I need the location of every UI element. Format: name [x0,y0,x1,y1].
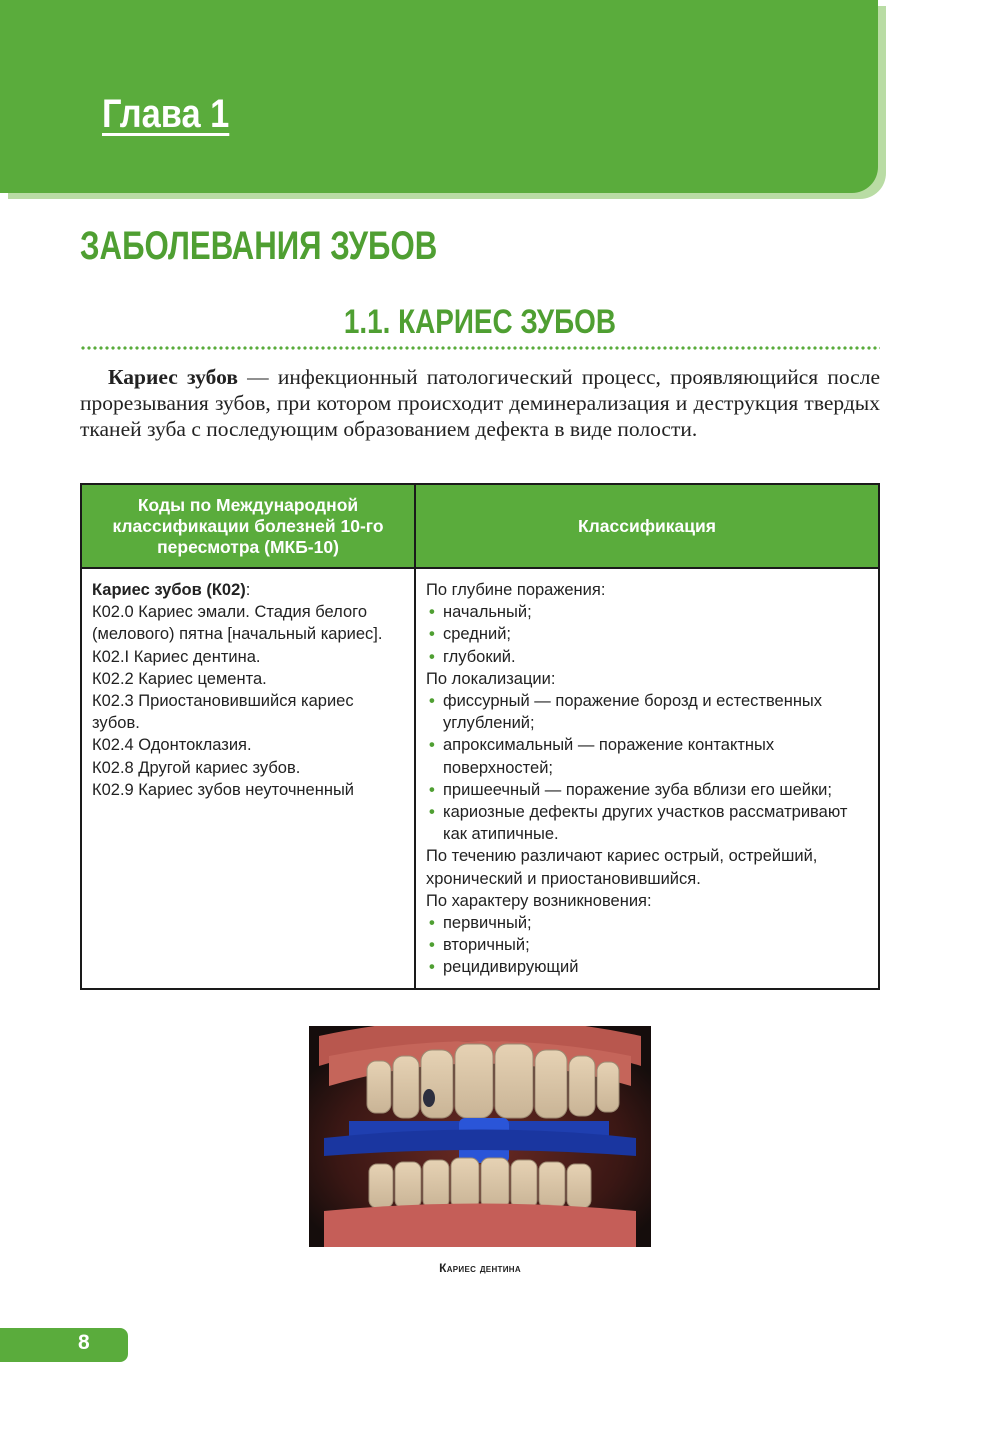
depth-item: • начальный; [426,601,868,623]
origin-item: • первичный; [426,912,868,934]
code-item: К02.2 Кариес цемента. [92,669,267,688]
origin-item: • вторичный; [426,934,868,956]
intro-paragraph [80,364,880,442]
subsection-title-wrap [0,303,960,342]
page-number: 8 [78,1331,90,1354]
header-classification: Классификация [415,484,879,568]
intro-text: — инфекционный патологический процесс, проявляющийся после прорезывания зубов, при котором происходит деминерализация и деструкция твердых тканей зуба с последующим образованием дефекта в виде полости. [80,365,880,441]
localization-item: • фиссурный — поражение борозд и естественных углублений; [426,690,868,734]
code-item: К02.3 Приостановившийся кариес зубов. [92,692,354,733]
course-text: По течению различают кариес острый, острейший, хронический и приостановившийся. [426,847,818,888]
depth-title: По глубине поражения: [426,581,606,599]
depth-item: • глубокий. [426,646,868,668]
header-codes: Коды по Международной классификации болезней 10-го пересмотра (МКБ-10) [81,484,415,568]
code-item: К02.9 Кариес зубов неуточненный [92,780,355,799]
chapter-label: Глава 1 [102,92,230,136]
classification-table [80,483,880,990]
localization-item: • кариозные дефекты других участков рассматривают как атипичные. [426,801,868,845]
classification-cell [415,568,879,989]
section-title: ЗАБОЛЕВАНИЯ ЗУБОВ [80,224,438,268]
teeth-illustration [309,1026,651,1247]
teeth-photo [309,1026,651,1247]
figure-caption: Кариес дентина [439,1261,521,1275]
depth-item: • средний; [426,623,868,645]
dotted-divider [80,345,880,351]
code-item: К02.I Кариес дентина. [92,647,261,666]
localization-item: • пришеечный — поражение зуба вблизи его шейки; [426,779,868,801]
codes-title-line [92,579,404,601]
codes-title-suffix: : [245,581,251,599]
origin-item: • рецидивирующий [426,956,868,978]
code-item: К02.4 Одонтоклазия. [92,736,252,755]
intro-term: Кариес зубов [108,365,238,389]
code-item: К02.0 Кариес эмали. Стадия белого (мелового) пятна [начальный кариес]. [92,603,383,644]
subsection-title: 1.1. КАРИЕС ЗУБОВ [343,303,617,341]
localization-title: По локализации: [426,669,556,688]
codes-title: Кариес зубов (К02) [92,581,246,599]
localization-item: • апроксимальный — поражение контактных поверхностей; [426,734,868,778]
code-item: К02.8 Другой кариес зубов. [92,758,301,777]
origin-title: По характеру возникновения: [426,891,652,910]
page-number-tab [0,1328,128,1362]
codes-cell [81,568,415,989]
